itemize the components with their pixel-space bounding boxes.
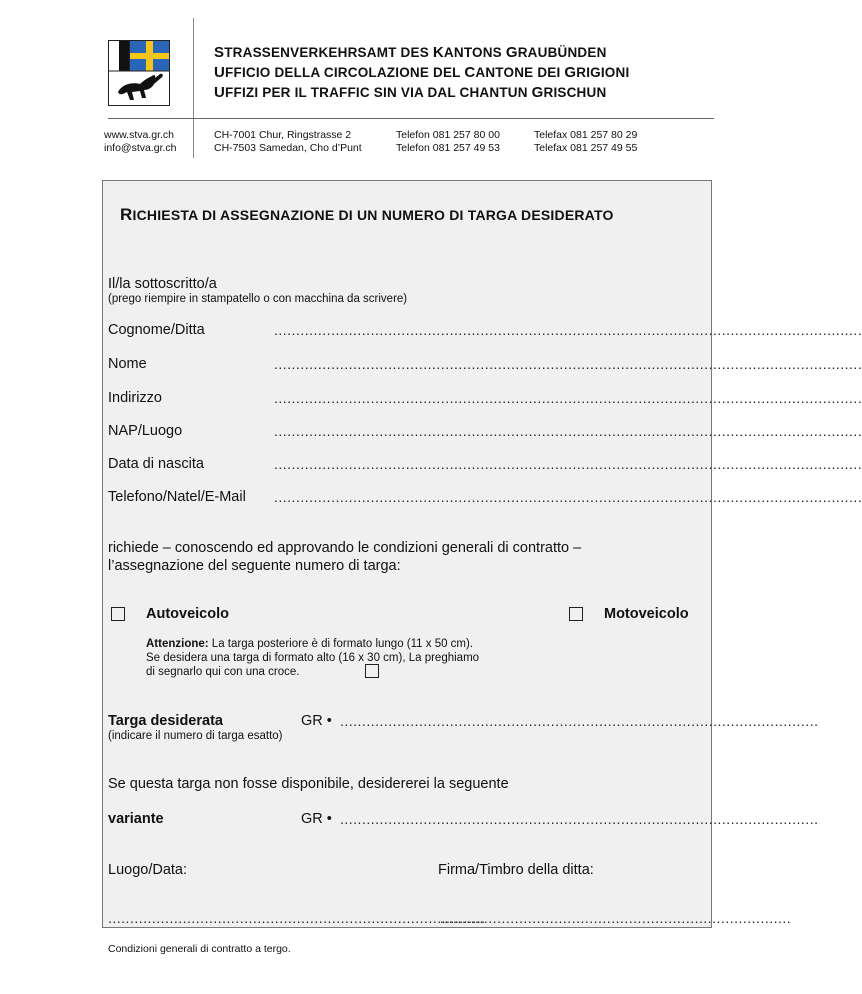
car-checkbox[interactable] (111, 607, 125, 621)
signature-label: Firma/Timbro della ditta: (438, 862, 594, 878)
signature-input[interactable]: ................................................................................ (440, 910, 792, 926)
office-name-it: UFFICIO DELLA CIRCOLAZIONE DEL CANTONE DEI GRIGIONI (214, 64, 630, 81)
field-input-zip-place[interactable]: ...................................................................................................................................... (274, 423, 862, 439)
attention-text: La targa posteriore è di formato lungo (11 x 50 cm). (208, 638, 474, 650)
variant-plate-prefix: GR • (301, 811, 332, 827)
form-title: RICHIESTA DI ASSEGNAZIONE DI UN NUMERO DI TARGA DESIDERATO (120, 205, 614, 224)
field-input-phone-email[interactable]: ...................................................................................................................................... (274, 489, 862, 505)
desired-plate-prefix: GR • (301, 713, 332, 729)
undersigned-note: (prego riempire in stampatello o con macchina da scrivere) (108, 293, 408, 305)
field-label-zip-place: NAP/Luogo (108, 423, 183, 439)
office-name-de: STRASSENVERKEHRSAMT DES KANTONS GRAUBÜNDEN (214, 44, 607, 61)
field-label-address: Indirizzo (108, 390, 162, 406)
field-input-surname[interactable]: ...................................................................................................................................... (274, 322, 862, 338)
field-input-address[interactable]: ...................................................................................................................................... (274, 390, 862, 406)
attention-line3: di segnarlo qui con una croce. (146, 666, 300, 678)
car-label: Autoveicolo (146, 606, 229, 622)
website-link[interactable]: www.stva.gr.ch (104, 129, 175, 141)
request-text-line1: richiede – conoscendo ed approvando le condizioni generali di contratto – (108, 540, 582, 556)
canton-coat-of-arms-logo (108, 40, 170, 106)
undersigned-label: Il/la sottoscritto/a (108, 276, 217, 292)
address-samedan: CH-7503 Samedan, Cho d’Punt (214, 142, 362, 154)
attention-line1 (146, 638, 473, 650)
field-input-birthdate[interactable]: ...................................................................................................................................... (274, 456, 862, 472)
attention-label: Attenzione: (146, 638, 209, 650)
footer-note: Condizioni generali di contratto a tergo. (108, 943, 291, 955)
header-divider-horizontal (108, 118, 714, 119)
header-divider-vertical (193, 18, 194, 158)
field-label-phone-email: Telefono/Natel/E-Mail (108, 489, 246, 505)
field-label-birthdate: Data di nascita (108, 456, 204, 472)
request-text-line2: l’assegnazione del seguente numero di targa: (108, 558, 401, 574)
place-date-input[interactable]: ...................................................................................... (108, 910, 486, 926)
email-link[interactable]: info@stva.gr.ch (104, 142, 177, 154)
variant-plate-input[interactable]: ............................................................................................................. (340, 811, 819, 827)
motorcycle-label: Motoveicolo (604, 606, 689, 622)
variant-label: variante (108, 811, 164, 827)
address-chur: CH-7001 Chur, Ringstrasse 2 (214, 129, 352, 141)
field-label-surname: Cognome/Ditta (108, 322, 205, 338)
desired-plate-label: Targa desiderata (108, 713, 223, 729)
phone-chur: Telefon 081 257 80 00 (396, 129, 500, 141)
fax-samedan: Telefax 081 257 49 55 (534, 142, 638, 154)
phone-samedan: Telefon 081 257 49 53 (396, 142, 500, 154)
desired-plate-note: (indicare il numero di targa esatto) (108, 730, 283, 742)
alternative-text: Se questa targa non fosse disponibile, desidererei la seguente (108, 776, 509, 792)
field-input-name[interactable]: ...................................................................................................................................... (274, 356, 862, 372)
field-label-name: Nome (108, 356, 147, 372)
office-name-rm: UFFIZI PER IL TRAFFIC SIN VIA DAL CHANTUN GRISCHUN (214, 84, 607, 101)
desired-plate-input[interactable]: ............................................................................................................. (340, 713, 819, 729)
attention-line2: Se desidera una targa di formato alto (16 x 30 cm), La preghiamo (146, 652, 480, 664)
motorcycle-checkbox[interactable] (569, 607, 583, 621)
fax-chur: Telefax 081 257 80 29 (534, 129, 638, 141)
place-date-label: Luogo/Data: (108, 862, 188, 878)
tall-plate-checkbox[interactable] (365, 664, 379, 678)
